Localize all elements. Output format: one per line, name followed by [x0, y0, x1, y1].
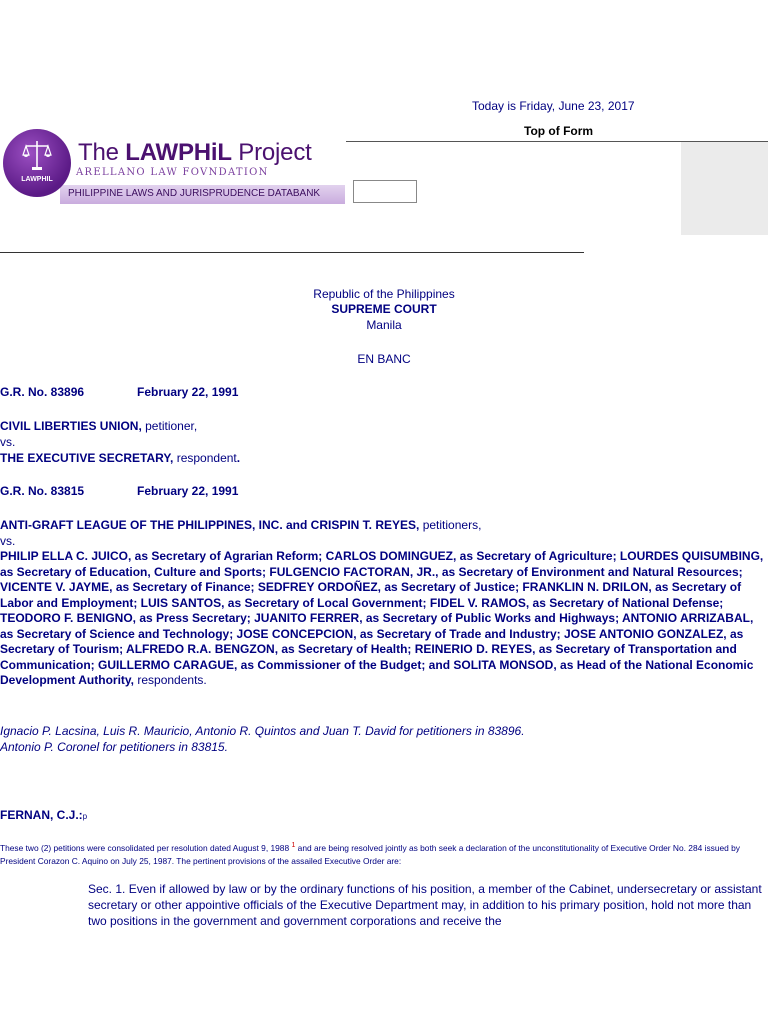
counsel-line-1: Ignacio P. Lacsina, Luis R. Mauricio, Antonio R. Quintos and Juan T. David for petitioners in 83896. — [0, 724, 525, 738]
tagline-text: PHILIPPINE LAWS AND JURISPRUDENCE DATABANK — [68, 188, 321, 199]
top-of-form-label: Top of Form — [524, 124, 594, 138]
form-panel — [681, 142, 768, 235]
current-date: Today is Friday, June 23, 2017 — [472, 99, 635, 113]
court-name: SUPREME COURT — [331, 302, 437, 316]
case2-respondents-role: respondents. — [134, 673, 207, 687]
opinion-paragraph — [0, 839, 768, 868]
brand-title-suffix: Project — [231, 139, 312, 166]
case1-respondent-name: THE EXECUTIVE SECRETARY, — [0, 451, 174, 465]
brand-title-prefix: The — [78, 139, 126, 166]
case2-date: February 22, 1991 — [137, 484, 239, 498]
division-heading: EN BANC — [357, 352, 411, 366]
footnote-link[interactable]: 1 — [291, 842, 296, 849]
search-input[interactable] — [353, 180, 417, 203]
case1-petitioner-role: petitioner, — [141, 419, 198, 433]
brand-title-bold: LAWPHiL — [125, 139, 232, 166]
case1-respondent-end: . — [236, 451, 241, 465]
case2-gr-number: G.R. No. 83815 — [0, 484, 85, 498]
case2-versus: vs. — [0, 534, 16, 548]
scales-of-justice-icon — [22, 138, 52, 172]
case2-petitioner-name: ANTI-GRAFT LEAGUE OF THE PHILIPPINES, INC. and CRISPIN T. REYES, — [0, 518, 420, 532]
case1-date: February 22, 1991 — [137, 385, 239, 399]
case1-respondent-role: respondent — [173, 451, 237, 465]
case1-versus: vs. — [0, 435, 16, 449]
header-divider — [0, 252, 584, 253]
ponente-name: FERNAN, C.J.: — [0, 808, 83, 822]
emblem-label: LAWPHIL — [21, 176, 53, 183]
case1-petitioner-name: CIVIL LIBERTIES UNION, — [0, 419, 142, 433]
quoted-provision: Sec. 1. Even if allowed by law or by the ordinary functions of his position, a member of the Cabinet, undersecretary or assistant secretary or other appointive officials of the Executive Department may, in addition to his primary position, hold not more than two positions in the government and government corporations and receive the — [88, 882, 762, 928]
brand-title — [78, 139, 312, 167]
case2-petitioner — [0, 518, 481, 532]
case1-respondent — [0, 451, 240, 465]
paragraph-text-start: These two (2) petitions were consolidated per resolution dated August 9, 1988 — [0, 842, 292, 853]
case2-petitioner-role: petitioners, — [419, 518, 482, 532]
case2-respondents-names: PHILIP ELLA C. JUICO, as Secretary of Agrarian Reform; CARLOS DOMINGUEZ, as Secretary of Agriculture; LOURDES QUISUMBING, as Secretary of Education, Culture and Sports; FULGENCIO FACTORAN, JR., as Secretary of Environment and Natural Resources; VICENTE V. JAYME, as Secretary of Finance; SEDFREY ORDOÑEZ, as Secretary of Justice; FRANKLIN N. DRILON, as Secretary of Labor and Employment; LUIS SANTOS, as Secretary of Local Government; FIDEL V. RAMOS, as Secretary of National Defense; TEODORO F. BENIGNO, as Press Secretary; JUANITO FERRER, as Secretary of Public Works and Highways; ANTONIO ARRIZABAL, as Secretary of Science and Technology; JOSE CONCEPCION, as Secretary of Trade and Industry; JOSE ANTONIO GONZALEZ, as Secretary of Tourism; ALFREDO R.A. BENGZON, as Secretary of Health; REINERIO D. REYES, as Secretary of Transportation and Communication; GUILLERMO CARAGUE, as Commissioner of the Budget; and SOLITA MONSOD, as Head of the National Economic Development Authority, — [0, 549, 764, 687]
court-city: Manila — [366, 318, 402, 332]
case1-petitioner — [0, 419, 197, 433]
paragraph-text-end: and are being resolved jointly as both seek a declaration of the unconstitutionality of Executive Order No. 284 issued by President Corazon C. Aquino on July 25, 1987. The pertinent provisions of the assailed Executive Order are: — [0, 842, 740, 866]
republic-heading: Republic of the Philippines — [313, 287, 455, 301]
ponente-suffix: p — [82, 812, 88, 821]
counsel-line-2: Antonio P. Coronel for petitioners in 83815. — [0, 740, 228, 754]
case1-gr-number: G.R. No. 83896 — [0, 385, 85, 399]
brand-subtitle: ARELLANO LAW FOVNDATION — [76, 167, 269, 178]
ponente — [0, 808, 87, 822]
case2-respondents — [0, 549, 768, 689]
